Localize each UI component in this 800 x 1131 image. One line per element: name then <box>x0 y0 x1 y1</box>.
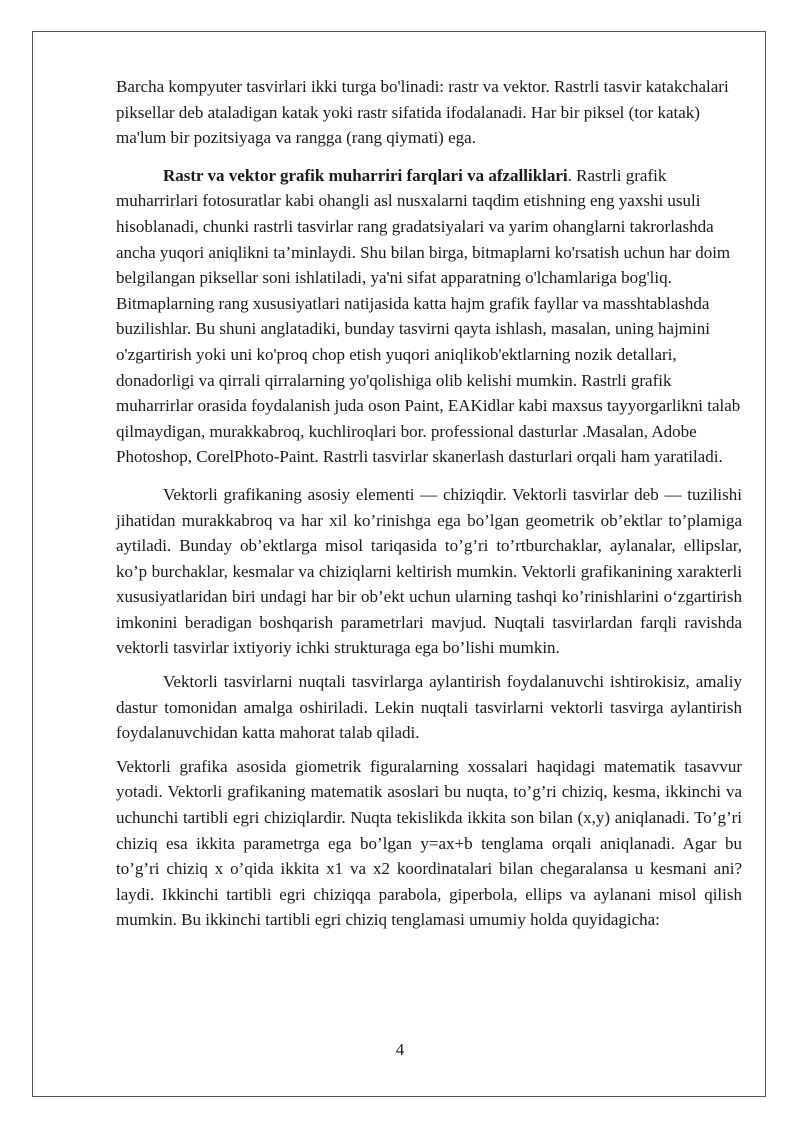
paragraph-vector-conversion: Vektorli tasvirlarni nuqtali tasvirlarga aylantirish foydalanuvchi ishtirokisiz, amaliy dastur tomonidan amalga oshiriladi. Lekin nuqtali tasvirlarni vektorli tasvirga aylantirish foydalanuvchidan katta mahorat talab qiladi. <box>116 672 742 743</box>
paragraph-vector-elements: Vektorli grafikaning asosiy elementi — chiziqdir. Vektorli tasvirlar deb — tuzilishi jihatidan murakkabroq va har xil ko’rinishga ega bo’lgan geometrik ob’ektlar to’plamiga aytiladi. Bunday ob’ektlarga misol tariqasida to’g’ri to’rtburchaklar, aylanalar, ellipslar, ko’p burchaklar, kesmalar va chiziqlarni keltirish mumkin. Vektorli grafikanining xarakterli xususiyatlaridan biri undagi har bir ob’ekt uchun ularning tashqi ko’rinishlarini o‘zgartirish imkonini beradigan boshqarish parametrlari mavjud. Nuqtali tasvirlardan farqli ravishda vektorli tasvirlar ixtiyoriy ichki strukturaga ega bo’lishi mumkin. <box>116 484 742 658</box>
paragraph-vector-math: Vektorli grafika asosida giometrik figuralarning xossalari haqidagi matematik tasavvur yotadi. Vektorli grafikaning matematik asoslari bu nuqta, to’g’ri chiziq, kesma, ikkinchi va uchunchi tartibli egri chiziqlardir. Nuqta tekislikda ikkita son bilan (x,y) aniqlanadi. To’g’ri chiziq esa ikkita parametrga ega bo’lgan y=ax+b tenglama orqali aniqlanadi. Agar bu to’g’ri chiziq x o’qida ikkita x1 va x2 koordinatalari bilan chegaralansa u kesmani ani?laydi. Ikkinchi tartibli egri chiziqqa parabola, giperbola, ellips va aylanani misol qilish mumkin. Bu ikkinchi tartibli egri chiziq tenglamasi umumiy holda quyidagicha: <box>116 756 742 930</box>
section-heading: Rastr va vektor grafik muharriri farqlari va afzalliklari <box>163 165 568 185</box>
page-number: 4 <box>395 1040 405 1059</box>
paragraph-raster-vector <box>116 163 742 470</box>
paragraph-raster-vector-text: . Rastrli grafik muharrirlari fotosuratlar kabi ohangli asl nusxalarni taqdim etishning eng yaxshi usuli hisoblanadi, chunki rastrli tasvirlar rang gradatsiyalari va yarim ohanglarni takrorlashda ancha yuqori aniqlikni ta’minlaydi. Shu bilan birga, bitmaplarni ko'rsatish uchun har doim belgilangan piksellar soni ishlatiladi, ya'ni sifat apparatning o'lchamlariga bog'liq. Bitmaplarning rang xususiyatlari natijasida katta hajm grafik fayllar va masshtablashda buzilishlar. Bu shuni anglatadiki, bunday tasvirni qayta ishlash, masalan, uning hajmini o'zgartirish yoki uni ko'proq chop etish yuqori aniqlikob'ektlarning nozik detallari, donadorligi va qirrali qirralarning yo'qolishiga olib kelishi mumkin. Rastrli grafik muharrirlar orasida foydalanish juda oson Paint, EAKidlar kabi maxsus tayyorgarlikni talab qilmaydigan, murakkabroq, kuchliroqlari bor. professional dasturlar .Masalan, Adobe Photoshop, CorelPhoto-Paint. Rastrli tasvirlar skanerlash dasturlari orqali ham yaratiladi. <box>116 165 741 467</box>
paragraph-intro: Barcha kompyuter tasvirlari ikki turga bo'linadi: rastr va vektor. Rastrli tasvir katakchalari piksellar deb ataladigan katak yoki rastr sifatida ifodalanadi. Har bir piksel (tor katak) ma'lum bir pozitsiyaga va rangga (rang qiymati) ega. <box>116 77 729 148</box>
document-body <box>116 74 742 945</box>
